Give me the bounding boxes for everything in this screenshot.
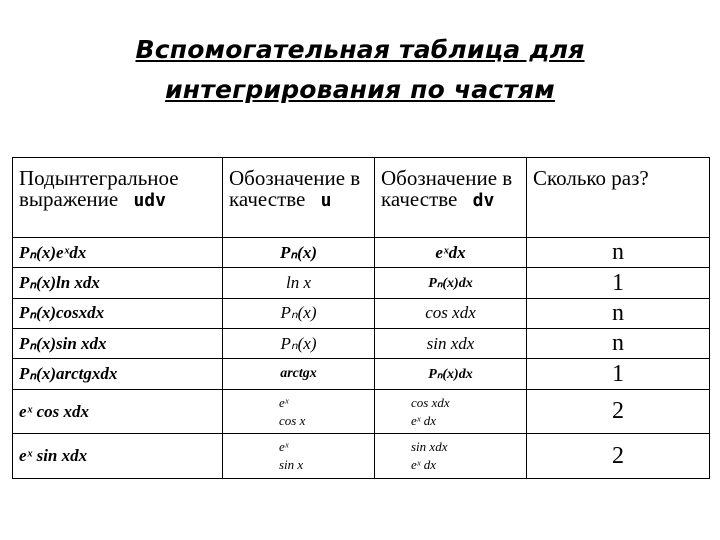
- cell-dv: Pₙ(x)dx: [375, 268, 527, 298]
- table-row: [13, 268, 710, 298]
- cell-count: 2: [527, 434, 710, 479]
- cell-u: Pₙ(x): [223, 237, 375, 267]
- cell-u-line-2: sin x: [279, 457, 304, 473]
- table-row: [13, 359, 710, 389]
- cell-integrand: Pₙ(x)sin xdx: [13, 329, 223, 359]
- cell-u: [223, 389, 375, 434]
- cell-u-line-2: cos x: [279, 412, 306, 428]
- title-line-1: Вспомогательная таблица для: [135, 35, 585, 64]
- table-row: [13, 329, 710, 359]
- slide-title: [0, 30, 720, 110]
- table-row: [13, 298, 710, 328]
- cell-u: arctgx: [223, 359, 375, 389]
- table-row: [13, 389, 710, 434]
- header-dv: Обозначение в качестве dv: [375, 158, 527, 238]
- cell-u: Pₙ(x): [223, 298, 375, 328]
- cell-dv: sin xdx: [375, 329, 527, 359]
- cell-dv-line-2: eˣ dx: [411, 412, 436, 428]
- title-line-2: интегрирования по частям: [165, 75, 555, 104]
- cell-u-line-1: eˣ: [279, 439, 289, 455]
- table-row: [13, 434, 710, 479]
- header-u: Обозначение в качестве u: [223, 158, 375, 238]
- cell-dv: Pₙ(x)dx: [375, 359, 527, 389]
- cell-u: Pₙ(x): [223, 329, 375, 359]
- cell-count: 1: [527, 268, 710, 298]
- cell-integrand: eˣ sin xdx: [13, 434, 223, 479]
- cell-integrand: Pₙ(x)ln xdx: [13, 268, 223, 298]
- cell-integrand: Pₙ(x)arctgxdx: [13, 359, 223, 389]
- cell-count: 2: [527, 389, 710, 434]
- table-header-row: [13, 158, 710, 238]
- cell-u-line-1: eˣ: [279, 394, 289, 410]
- cell-dv-line-1: sin xdx: [411, 439, 448, 455]
- table-row: [13, 237, 710, 267]
- cell-dv: cos xdx: [375, 298, 527, 328]
- cell-dv: [375, 389, 527, 434]
- header-symbol: u: [320, 190, 332, 211]
- cell-dv-line-2: eˣ dx: [411, 457, 436, 473]
- integration-table: [12, 157, 710, 479]
- header-symbol: dv: [472, 190, 495, 211]
- cell-dv: eˣdx: [375, 237, 527, 267]
- header-count: Сколько раз?: [527, 158, 710, 238]
- cell-count: n: [527, 237, 710, 267]
- cell-u: [223, 434, 375, 479]
- cell-u: ln x: [223, 268, 375, 298]
- cell-count: n: [527, 298, 710, 328]
- cell-integrand: Pₙ(x)cosxdx: [13, 298, 223, 328]
- cell-count: n: [527, 329, 710, 359]
- cell-count: 1: [527, 359, 710, 389]
- cell-integrand: eˣ cos xdx: [13, 389, 223, 434]
- cell-integrand: Pₙ(x)eˣdx: [13, 237, 223, 267]
- header-symbol: udv: [133, 190, 166, 211]
- cell-dv-line-1: cos xdx: [411, 394, 450, 410]
- header-integrand: Подынтегральное выражение udv: [13, 158, 223, 238]
- cell-dv: [375, 434, 527, 479]
